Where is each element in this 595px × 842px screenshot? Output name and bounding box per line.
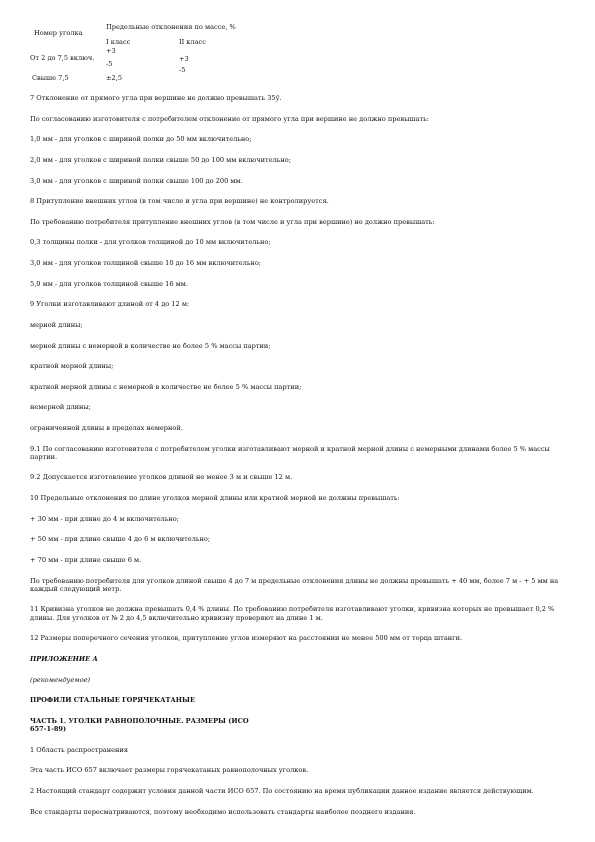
paragraph: 9 Уголки изготавливают длиной от 4 до 12 м: [30,300,190,309]
section-heading: 1 Область распространения [30,745,128,754]
paragraph: ограниченной длины в пределах немерной. [30,424,183,432]
paragraph: кратной мерной длины с немерной в количестве не более 5 % массы партии; [30,382,302,391]
paragraph: мерной длины с немерной в количестве не более 5 % массы партии; [30,341,271,350]
paragraph: 1,0 мм - для уголков с шириной полки до 50 мм включительно; [30,135,252,144]
paragraph: 12 Размеры поперечного сечения уголков, притупление углов измеряют на расстоянии не менее 500 мм от торца штанги. [30,634,463,643]
table-row1-label: От 2 до 7,5 включ. [30,54,95,62]
paragraph: 5,0 мм - для уголков толщиной свыше 16 мм. [30,279,188,288]
mass-deviation-table [30,22,270,84]
paragraph: 9.1 По согласованию изготовителя с потребителем уголки изготавливают мерной и кратной мерной длины с немерными длинами более 5 % массы партии. [30,444,550,461]
paragraph: мерной длины; [30,320,83,329]
paragraph: По требованию потребителя для уголков длиной свыше 4 до 7 м предельные отклонения длины не должны превышать + 40 мм, более 7 м - + 5 мм на каждый следующий метр. [30,576,559,593]
paragraph: 3,0 мм - для уголков толщиной свыше 10 до 16 мм включительно; [30,259,262,267]
document-body [30,94,570,828]
part-title: ЧАСТЬ 1. УГОЛКИ РАВНОПОЛОЧНЫЕ. РАЗМЕРЫ (ИСО 657-1-89) [30,716,249,734]
appendix-title: ПРОФИЛИ СТАЛЬНЫЕ ГОРЯЧЕКАТАНЫЕ [30,696,195,705]
table-row1-class1-plus: +3 [106,47,116,55]
paragraph: Все стандарты пересматриваются, поэтому необходимо использовать стандарты наиболее позднего издания. [30,807,416,816]
paragraph: + 70 мм - при длине свыше 6 м. [30,555,142,564]
paragraph: Эта часть ИСО 657 включает размеры горячекатаных равнополочных уголков. [30,766,309,775]
paragraph: 8 Притупление внешних углов (в том числе и угла при вершине) не контролируется. [30,197,329,206]
paragraph: + 50 мм - при длине свыше 4 до 6 м включительно; [30,535,211,544]
paragraph: 7 Отклонение от прямого угла при вершине не должно превышать 35ў. [30,94,282,102]
paragraph: 0,3 толщины полки - для уголков толщиной до 10 мм включительно; [30,238,271,247]
table-row1-class2-minus: -5 [179,66,186,74]
table-header-class2: II класс [179,38,206,46]
paragraph: 10 Предельные отклонения по длине уголков мерной длины или кратной мерной не должны превышать: [30,494,400,503]
paragraph: + 30 мм - при длине до 4 м включительно; [30,514,180,523]
table-header-number: Номер уголка [34,29,83,37]
paragraph: По согласованию изготовителя с потребителем отклонение от прямого угла при вершине не должно превышать: [30,114,429,123]
paragraph: 2 Настоящий стандарт содержит условия данной части ИСО 657. По состоянию на время публикации данное издание является действующим. [30,786,534,795]
table-row1-class2-plus: +3 [179,55,189,63]
paragraph: немерной длины; [30,403,91,412]
table-row2-label: Свыше 7,5 [32,74,69,82]
table-header-class1: I класс [106,38,131,46]
table-row2-class1: ±2,5 [106,74,123,82]
paragraph: 9.2 Допускается изготовление уголков длиной не менее 3 м и свыше 12 м. [30,473,293,482]
paragraph: 11 Кривизна уголков не должна превышать 0,4 % длины. По требованию потребителя изготавливают уголки, кривизна которых не превышает 0,2 % длины. Для уголков от № 2 до 4,5 включительно кривизну проверяют на длине 1 м. [30,605,555,622]
paragraph: По требованию потребителя притупление внешних углов (в том числе и угла при вершине) не должно превышать: [30,217,435,226]
paragraph: 2,0 мм - для уголков с шириной полки свыше 50 до 100 мм включительно; [30,155,291,164]
table-header-deviation: Предельные отклонения по массе, % [106,23,236,31]
paragraph: 3,0 мм - для уголков с шириной полки свыше 100 до 200 мм. [30,176,243,185]
paragraph: кратной мерной длины; [30,362,114,371]
table-row1-class1-minus: -5 [106,60,113,68]
appendix-status: (рекомендуемое) [30,675,91,684]
appendix-heading: ПРИЛОЖЕНИЕ А [30,654,98,663]
